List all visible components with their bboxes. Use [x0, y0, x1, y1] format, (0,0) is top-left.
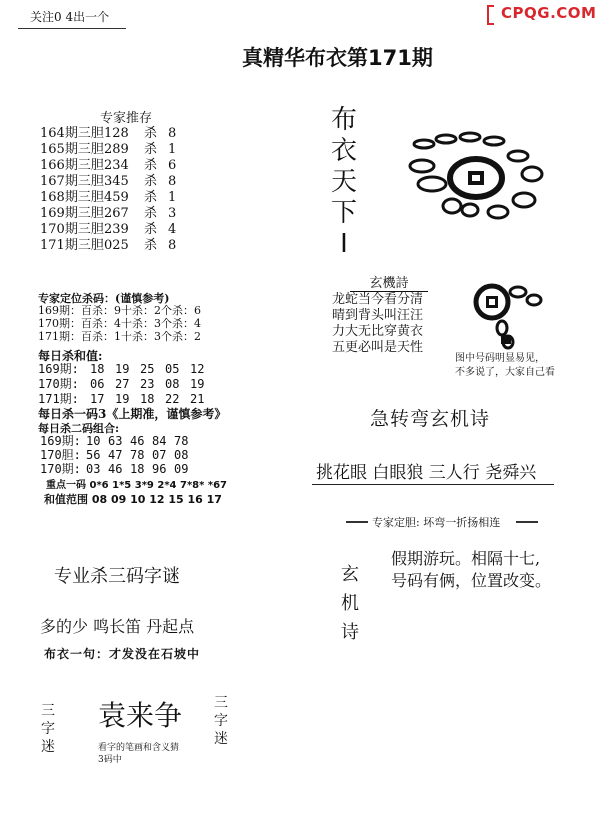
kill-label: 杀 — [144, 158, 158, 173]
expert-pick-line — [342, 514, 542, 530]
number-cell: 56 — [86, 448, 101, 462]
kill-label: 杀 — [144, 238, 158, 253]
table-row — [40, 126, 176, 142]
number-cell: 07 — [152, 448, 167, 462]
number-cell: 10 — [86, 434, 101, 448]
vertical-char: 字 — [214, 713, 228, 729]
number-cell: 05 — [165, 362, 180, 376]
number-cell: 63 — [108, 434, 123, 448]
dash-divider — [516, 521, 538, 523]
riddle-hint-line: 3码中 — [98, 755, 122, 765]
table-row — [40, 206, 176, 222]
riddle-hint-line: 看字的笔画和含义猜 — [98, 743, 180, 753]
number-cell: 12 — [190, 362, 205, 376]
kill-number: 1 — [168, 190, 177, 205]
number-cell: 25 — [140, 362, 155, 376]
number-cell: 96 — [152, 462, 167, 476]
top-divider — [18, 28, 126, 29]
row-label: 171期: — [38, 392, 79, 406]
kill-number: 8 — [168, 238, 177, 253]
picture-note — [455, 352, 555, 380]
number-cell: 46 — [130, 434, 145, 448]
daily-sum-heading: 每日杀和值: — [38, 349, 103, 363]
number-cell: 025 — [104, 238, 129, 253]
number-cell: 21 — [190, 392, 205, 406]
flip-underline — [312, 484, 554, 485]
table-row — [40, 462, 196, 476]
period-label: 164期三胆 — [40, 126, 104, 141]
key-code-line: 重点一码 0*6 1*5 3*9 2*4 7*8* *67 — [46, 480, 227, 491]
period-label: 166期三胆 — [40, 158, 104, 173]
poem-line: 龙蛇当今看分清 — [332, 292, 424, 307]
number-cell: 17 — [90, 392, 105, 406]
table-row — [38, 362, 215, 377]
picture-note-line: 不多说了，大家自己看 — [455, 367, 555, 378]
vertical-char: 布 — [330, 105, 357, 135]
position-kill-list — [38, 304, 201, 343]
flip-poem-words: 挑花眼 白眼狼 三人行 尧舜兴 — [316, 463, 537, 483]
number-cell: 78 — [130, 448, 145, 462]
row-label: 170期: — [40, 462, 81, 476]
vertical-char: 迷 — [214, 731, 228, 747]
riddle-line: 假期游玩。相隔十七, — [391, 549, 541, 568]
poem-line: 晴到背头叫汪汪 — [332, 308, 424, 323]
riddle-line: 号码有俩，位置改变。 — [391, 571, 552, 590]
top-note: 关注0 4出一个 — [30, 10, 110, 24]
riddle-hint — [98, 742, 179, 766]
vertical-char: 字 — [41, 721, 55, 737]
brand-text: CPQG.COM — [501, 4, 597, 22]
two-code-heading: 每日杀二码组合: — [38, 422, 120, 435]
kill-number: 4 — [168, 222, 177, 237]
number-cell: 08 — [174, 448, 189, 462]
poem-lines — [332, 292, 423, 356]
vertical-char: 诗 — [341, 622, 359, 643]
one-code-line: 每日杀一码3《上期准，谨慎参考》 — [38, 407, 227, 421]
table-row — [40, 222, 176, 238]
vertical-char: I — [340, 229, 348, 259]
riddle-lines — [391, 548, 551, 592]
table-row — [40, 174, 176, 190]
riddle-word: 袁来争 — [98, 699, 183, 732]
row-label: 170期: — [38, 377, 79, 391]
number-cell: 47 — [108, 448, 123, 462]
number-cell: 09 — [174, 462, 189, 476]
vertical-char: 下 — [330, 198, 357, 228]
number-cell: 78 — [174, 434, 189, 448]
table-row — [40, 158, 176, 174]
bracket-icon — [487, 5, 494, 25]
period-label: 168期三胆 — [40, 190, 104, 205]
flip-poem-title: 急转弯玄机诗 — [370, 408, 491, 430]
vertical-char: 玄 — [341, 564, 359, 585]
kill-label: 杀 — [144, 190, 158, 205]
picture-note-line: 图中号码明显易见， — [455, 353, 545, 364]
dash-divider — [346, 521, 368, 523]
kill-label: 杀 — [144, 142, 158, 157]
kill-label: 杀 — [144, 222, 158, 237]
page-title: 真精华布衣第171期 — [242, 46, 433, 70]
vertical-char: 三 — [41, 703, 55, 719]
kill-number: 8 — [168, 174, 177, 189]
riddle-vertical-label — [340, 560, 360, 647]
left-vertical-label — [40, 702, 56, 756]
right-vertical-label — [213, 694, 229, 748]
kill-label: 杀 — [144, 206, 158, 221]
kill-label: 杀 — [144, 174, 158, 189]
table-row — [38, 377, 215, 392]
buyi-sentence: 布衣一句：才发没在石坡中 — [44, 647, 201, 661]
position-kill-heading: 专家定位杀码：(谨慎参考) — [38, 292, 170, 305]
list-item: 169期：百杀：9十杀：2个杀：6 — [38, 304, 201, 317]
sum-range-line: 和值范围 08 09 10 12 15 16 17 — [44, 493, 222, 506]
number-cell: 18 — [130, 462, 145, 476]
kill-number: 6 — [168, 158, 177, 173]
coin-chain-image — [470, 278, 550, 350]
number-cell: 289 — [104, 142, 129, 157]
number-cell: 03 — [86, 462, 101, 476]
row-label: 169期: — [38, 362, 79, 376]
poem-line: 五更必叫是天性 — [332, 340, 424, 355]
expert-pick-text: 专家定胆: 坏弯一折扬相连 — [372, 516, 501, 529]
number-cell: 459 — [104, 190, 129, 205]
number-cell: 239 — [104, 222, 129, 237]
kill-label: 杀 — [144, 126, 158, 141]
kill-three-words: 多的少 鸣长笛 丹起点 — [40, 617, 195, 636]
table-row — [40, 142, 176, 158]
table-row — [40, 238, 176, 254]
expert-list — [40, 126, 176, 254]
number-cell: 08 — [165, 377, 180, 391]
number-cell: 46 — [108, 462, 123, 476]
list-item: 171期：百杀：1十杀：3个杀：2 — [38, 330, 201, 343]
row-label: 170胆: — [40, 448, 81, 462]
vertical-char: 机 — [341, 593, 359, 614]
poem-line: 力大无比穿黄衣 — [332, 324, 424, 339]
table-row — [40, 434, 196, 448]
number-cell: 27 — [115, 377, 130, 391]
period-label: 169期三胆 — [40, 206, 104, 221]
chain-puzzle-image — [400, 130, 550, 222]
number-cell: 23 — [140, 377, 155, 391]
number-cell: 06 — [90, 377, 105, 391]
number-cell: 18 — [90, 362, 105, 376]
number-cell: 234 — [104, 158, 129, 173]
table-row — [40, 448, 196, 462]
number-cell: 22 — [165, 392, 180, 406]
number-cell: 19 — [190, 377, 205, 391]
list-item: 170期：百杀：4十杀：3个杀：4 — [38, 317, 201, 330]
table-row — [40, 190, 176, 206]
number-cell: 84 — [152, 434, 167, 448]
vertical-char: 迷 — [41, 739, 55, 755]
brand-logo[interactable] — [487, 3, 595, 25]
number-cell: 19 — [115, 362, 130, 376]
number-cell: 345 — [104, 174, 129, 189]
expert-heading: 专家推存 — [100, 111, 153, 126]
period-label: 170期三胆 — [40, 222, 104, 237]
kill-three-title: 专业杀三码字谜 — [54, 566, 180, 587]
vertical-char: 三 — [214, 695, 228, 711]
number-cell: 19 — [115, 392, 130, 406]
kill-number: 1 — [168, 142, 177, 157]
kill-number: 3 — [168, 206, 177, 221]
two-code-list — [40, 434, 196, 476]
vertical-char: 衣 — [330, 136, 357, 166]
vertical-title — [328, 105, 360, 260]
poem-heading: 玄機詩 — [350, 272, 428, 292]
vertical-char: 天 — [330, 167, 357, 197]
row-label: 169期: — [40, 434, 81, 448]
period-label: 171期三胆 — [40, 238, 104, 253]
period-label: 165期三胆 — [40, 142, 104, 157]
period-label: 167期三胆 — [40, 174, 104, 189]
kill-number: 8 — [168, 126, 177, 141]
daily-sum-list — [38, 362, 215, 407]
number-cell: 128 — [104, 126, 129, 141]
number-cell: 18 — [140, 392, 155, 406]
number-cell: 267 — [104, 206, 129, 221]
